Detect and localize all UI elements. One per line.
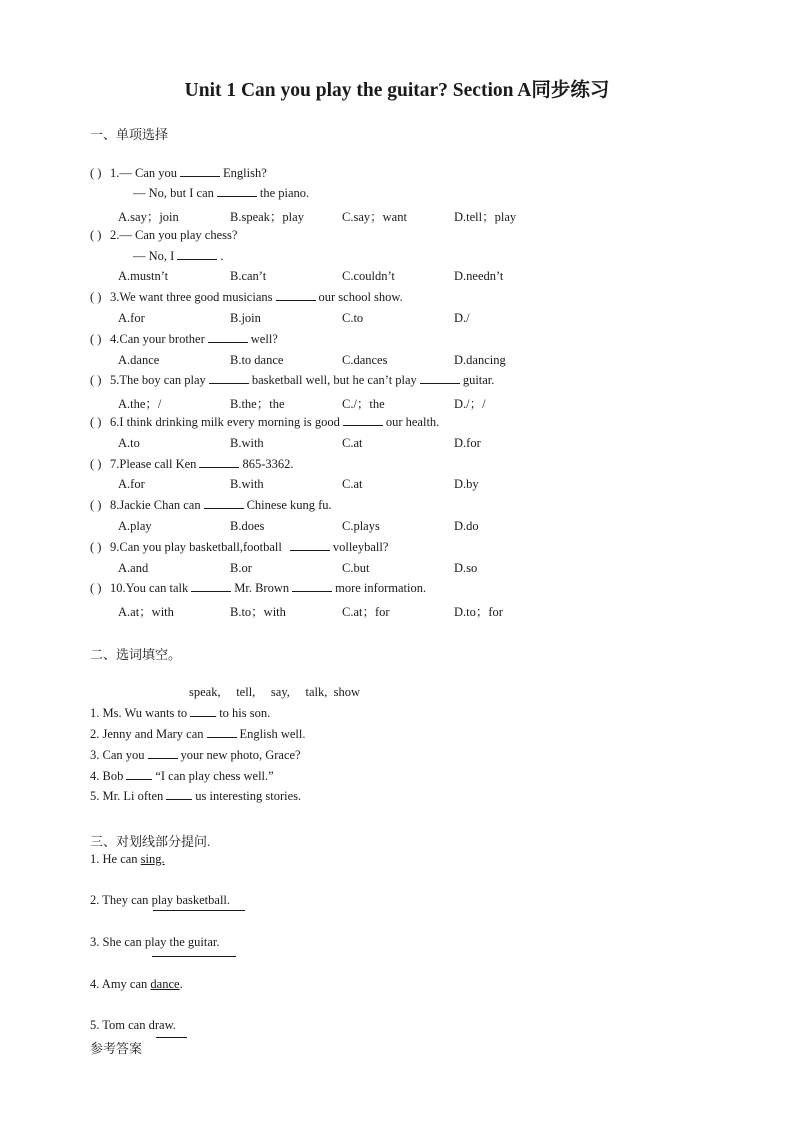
underlined-part: dance	[150, 977, 180, 991]
answer-blank[interactable]	[276, 299, 316, 301]
question-5-paren[interactable]: ( )	[90, 373, 102, 387]
question-10-text: 10.You can talk Mr. Brown more information.	[110, 581, 427, 595]
question-8-text: 8.Jackie Chan can Chinese kung fu.	[110, 498, 332, 512]
question-4-text: 4.Can your brother well?	[110, 332, 278, 346]
word-bank: speak, tell, say, talk, show	[189, 685, 361, 699]
option-a[interactable]: A.for	[118, 477, 145, 491]
question-1	[90, 166, 101, 181]
question-3-text: 3.We want three good musicians our school show.	[110, 290, 403, 304]
answer-blank[interactable]	[208, 341, 248, 343]
answer-blank[interactable]	[343, 424, 383, 426]
answer-blank[interactable]	[180, 175, 220, 177]
option-d[interactable]: D.tell；play	[454, 210, 517, 224]
option-c[interactable]: C.at；for	[342, 605, 390, 619]
option-d[interactable]: D.by	[454, 477, 479, 491]
option-c[interactable]: C.plays	[342, 519, 380, 533]
fill-item-1: 1. Ms. Wu wants to to his son.	[90, 706, 271, 720]
answer-blank[interactable]	[190, 715, 216, 717]
option-d[interactable]: D.needn’t	[454, 269, 504, 283]
option-b[interactable]: B.can’t	[230, 269, 267, 283]
question-3-paren[interactable]: ( )	[90, 290, 102, 304]
answer-blank[interactable]	[166, 798, 192, 800]
fill-item-2: 2. Jenny and Mary can English well.	[90, 727, 306, 741]
underline-mark	[153, 910, 245, 911]
option-d[interactable]: D.so	[454, 561, 478, 575]
option-d[interactable]: D.do	[454, 519, 479, 533]
answer-blank[interactable]	[191, 590, 231, 592]
option-c[interactable]: C.at	[342, 436, 363, 450]
option-c[interactable]: C.to	[342, 311, 364, 325]
answer-blank[interactable]	[199, 466, 239, 468]
answer-blank[interactable]	[148, 757, 178, 759]
question-10-paren[interactable]: ( )	[90, 581, 102, 595]
answer-key-heading: 参考答案	[90, 1041, 143, 1056]
answer-blank[interactable]	[126, 778, 152, 780]
question-8-paren[interactable]: ( )	[90, 498, 102, 512]
option-a[interactable]: A.the；/	[118, 397, 162, 411]
option-a[interactable]: A.at；with	[118, 605, 174, 619]
section-heading-single-choice: 一、单项选择	[90, 127, 169, 142]
ask-item-1: 1. He can sing.	[90, 852, 165, 866]
option-c[interactable]: C.at	[342, 477, 363, 491]
option-d[interactable]: D.to；for	[454, 605, 503, 619]
ask-item-4: 4. Amy can dance.	[90, 977, 183, 991]
option-d[interactable]: D./；/	[454, 397, 486, 411]
question-4-paren[interactable]: ( )	[90, 332, 102, 346]
option-d[interactable]: D.dancing	[454, 353, 506, 367]
option-a[interactable]: A.play	[118, 519, 152, 533]
option-a[interactable]: A.for	[118, 311, 145, 325]
underline-mark	[156, 1037, 187, 1038]
option-b[interactable]: B.the；the	[230, 397, 285, 411]
option-a[interactable]: A.dance	[118, 353, 160, 367]
fill-item-4: 4. Bob “I can play chess well.”	[90, 769, 274, 783]
option-b[interactable]: B.does	[230, 519, 265, 533]
answer-blank[interactable]	[217, 195, 257, 197]
answer-blank[interactable]	[292, 590, 332, 592]
question-2-reply: — No, I .	[133, 249, 224, 263]
question-6-text: 6.I think drinking milk every morning is good our health.	[110, 415, 440, 429]
option-a[interactable]: A.mustn’t	[118, 269, 169, 283]
option-a[interactable]: A.say；join	[118, 210, 179, 224]
answer-blank[interactable]	[204, 507, 244, 509]
underlined-part: play basketball.	[151, 893, 231, 907]
ask-item-3: 3. She can play the guitar.	[90, 935, 220, 949]
fill-item-5: 5. Mr. Li often us interesting stories.	[90, 789, 302, 803]
question-7-text: 7.Please call Ken 865-3362.	[110, 457, 294, 471]
option-c[interactable]: C.dances	[342, 353, 388, 367]
question-7-paren[interactable]: ( )	[90, 457, 102, 471]
option-d[interactable]: D./	[454, 311, 470, 325]
option-a[interactable]: A.to	[118, 436, 140, 450]
section-heading-ask-question: 三、对划线部分提问.	[90, 834, 211, 849]
question-1-reply: — No, but I can the piano.	[133, 186, 310, 200]
option-d[interactable]: D.for	[454, 436, 481, 450]
option-b[interactable]: B.or	[230, 561, 252, 575]
option-c[interactable]: C.but	[342, 561, 370, 575]
fill-item-3: 3. Can you your new photo, Grace?	[90, 748, 301, 762]
question-2-paren[interactable]: ( )	[90, 228, 102, 242]
answer-blank[interactable]	[209, 382, 249, 384]
option-b[interactable]: B.with	[230, 477, 264, 491]
question-5-text: 5.The boy can play basketball well, but he can’t play guitar.	[110, 373, 495, 387]
option-b[interactable]: B.to；with	[230, 605, 286, 619]
question-1-text: 1.— Can you English?	[110, 166, 267, 180]
answer-blank[interactable]	[420, 382, 460, 384]
option-b[interactable]: B.join	[230, 311, 261, 325]
answer-blank[interactable]	[177, 258, 217, 260]
option-c[interactable]: C.couldn’t	[342, 269, 395, 283]
answer-blank[interactable]	[290, 549, 330, 551]
ask-item-5: 5. Tom can draw.	[90, 1018, 176, 1032]
option-c[interactable]: C.say；want	[342, 210, 407, 224]
question-9-paren[interactable]: ( )	[90, 540, 102, 554]
question-6-paren[interactable]: ( )	[90, 415, 102, 429]
underlined-part: sing.	[140, 852, 165, 866]
option-a[interactable]: A.and	[118, 561, 149, 575]
ask-item-2: 2. They can play basketball.	[90, 893, 231, 907]
underline-mark	[152, 956, 236, 957]
option-b[interactable]: B.to dance	[230, 353, 284, 367]
section-heading-word-fill: 二、选词填空。	[90, 647, 182, 662]
page-title: Unit 1 Can you play the guitar? Section A同步练习	[184, 80, 610, 101]
question-9-text: 9.Can you play basketball,football volleyball?	[110, 540, 389, 554]
question-2-text: 2.— Can you play chess?	[110, 228, 238, 242]
option-b[interactable]: B.speak；play	[230, 210, 304, 224]
answer-blank[interactable]	[207, 736, 237, 738]
option-b[interactable]: B.with	[230, 436, 264, 450]
answer-paren[interactable]: ( )	[90, 166, 102, 180]
option-c[interactable]: C./；the	[342, 397, 385, 411]
